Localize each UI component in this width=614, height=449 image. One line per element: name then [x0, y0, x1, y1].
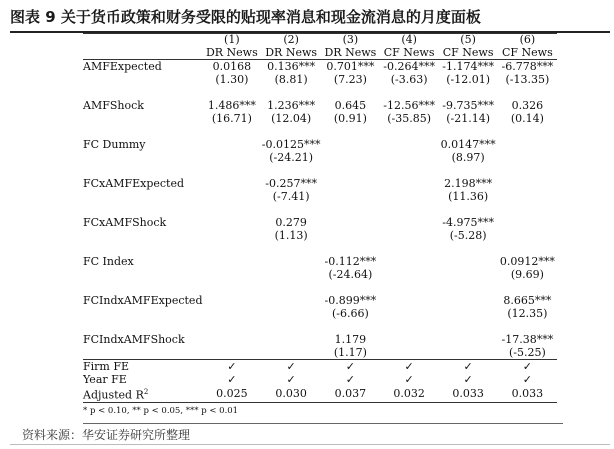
column-name: CF News — [380, 47, 439, 60]
coefficient-row — [83, 177, 557, 190]
t-stat-cell — [380, 229, 439, 242]
t-stat-cell: (-3.63) — [390, 73, 428, 86]
coefficient-cell: -4.975*** — [442, 216, 494, 229]
coefficient-cell — [261, 255, 321, 268]
coefficient-cell: 0.279 — [275, 216, 307, 229]
coefficient-cell — [261, 294, 321, 307]
r2-cell: 0.025 — [202, 386, 261, 402]
footer-rule — [83, 423, 563, 424]
t-stat-cell: (-35.85) — [387, 112, 432, 125]
t-stat-cell: (-5.28) — [449, 229, 487, 242]
coefficient-cell — [438, 294, 497, 307]
t-stat-row — [83, 346, 557, 360]
check-cell: ✓ — [438, 360, 497, 374]
t-stat-cell — [321, 151, 380, 164]
coefficient-cell: -12.56*** — [383, 99, 435, 112]
t-stat-label-blank — [83, 307, 202, 320]
t-stat-cell — [202, 268, 261, 281]
figure-title: 图表 9 关于货币政策和财务受限的贴现率消息和现金流消息的月度面板 — [10, 5, 610, 33]
t-stat-cell — [261, 346, 321, 360]
row-spacer — [83, 86, 557, 99]
row-label: AMFShock — [83, 99, 144, 112]
page-bottom-rule — [10, 444, 610, 445]
check-cell: ✓ — [380, 360, 439, 374]
row-label: FCxAMFExpected — [83, 177, 185, 190]
column-name: CF News — [438, 47, 497, 60]
check-cell: ✓ — [404, 373, 414, 386]
coefficient-cell — [202, 138, 261, 151]
column-number: (2) — [261, 34, 321, 47]
t-stat-cell: (-5.25) — [508, 346, 546, 359]
column-number: (3) — [321, 34, 380, 47]
row-label: FCxAMFShock — [83, 216, 167, 229]
r2-superscript: 2 — [143, 388, 149, 396]
column-name: DR News — [202, 47, 261, 60]
spacer-cell — [83, 242, 557, 255]
spacer-cell — [83, 86, 557, 99]
coefficient-cell: 1.236*** — [267, 99, 316, 112]
coefficient-cell: 0.0912*** — [499, 255, 555, 268]
t-stat-cell: (1.30) — [215, 73, 249, 86]
t-stat-row — [83, 73, 557, 86]
t-stat-cell: (9.69) — [510, 268, 544, 281]
t-stat-cell — [438, 268, 497, 281]
t-stat-cell — [438, 346, 497, 360]
t-stat-cell: (0.91) — [333, 112, 367, 125]
coefficient-cell: 2.198*** — [444, 177, 493, 190]
coefficient-row — [83, 216, 557, 229]
check-cell: ✓ — [498, 360, 557, 374]
t-stat-label-blank — [83, 190, 202, 203]
t-stat-cell — [438, 307, 497, 320]
row-label — [83, 386, 202, 402]
coefficient-cell: -0.899*** — [324, 294, 377, 307]
t-stat-cell: (12.04) — [271, 112, 312, 125]
significance-note: * p < 0.10, ** p < 0.05, *** p < 0.01 — [83, 405, 239, 416]
spacer-cell — [83, 320, 557, 333]
regression-table-body — [83, 34, 557, 403]
row-label: FC Index — [83, 255, 134, 268]
t-stat-cell: (-24.64) — [328, 268, 373, 281]
coefficient-cell — [498, 177, 557, 190]
t-stat-row — [83, 229, 557, 242]
column-number-row — [83, 34, 557, 47]
coefficient-cell — [202, 294, 261, 307]
column-name: CF News — [498, 47, 557, 60]
t-stat-cell: (7.23) — [333, 73, 367, 86]
row-label: FCIndxAMFExpected — [83, 294, 203, 307]
t-stat-cell — [380, 307, 439, 320]
coefficient-cell: -1.174*** — [442, 60, 494, 73]
coefficient-cell — [438, 255, 497, 268]
coefficient-cell — [321, 216, 380, 229]
coefficient-cell: -17.38*** — [501, 333, 554, 346]
t-stat-cell: (0.14) — [510, 112, 544, 125]
coefficient-cell — [380, 177, 439, 190]
t-stat-label-blank — [83, 151, 202, 164]
coefficient-row — [83, 138, 557, 151]
coefficient-cell: 0.0147*** — [440, 138, 496, 151]
header-blank-cell — [83, 47, 202, 60]
column-name: DR News — [321, 47, 380, 60]
t-stat-cell — [202, 151, 261, 164]
regression-table-container — [83, 33, 557, 416]
column-name: DR News — [261, 47, 321, 60]
t-stat-cell — [321, 229, 380, 242]
t-stat-label-blank — [83, 73, 202, 86]
t-stat-cell — [498, 229, 557, 242]
coefficient-cell: 0.701*** — [326, 60, 375, 73]
coefficient-cell — [498, 138, 557, 151]
t-stat-row — [83, 307, 557, 320]
column-number: (5) — [438, 34, 497, 47]
row-spacer — [83, 320, 557, 333]
coefficient-row — [83, 99, 557, 112]
check-cell: ✓ — [261, 360, 321, 374]
spacer-cell — [83, 125, 557, 138]
coefficient-cell — [380, 294, 439, 307]
coefficient-cell: 1.179 — [334, 333, 367, 346]
check-cell: ✓ — [202, 360, 261, 374]
check-cell: ✓ — [345, 373, 355, 386]
coefficient-cell: 1.486*** — [207, 99, 256, 112]
column-number: (6) — [498, 34, 557, 47]
spacer-cell — [83, 164, 557, 177]
t-stat-cell: (11.36) — [448, 190, 489, 203]
adjusted-r2-row — [83, 386, 557, 402]
coefficient-cell: 0.645 — [334, 99, 367, 112]
fixed-effect-row — [83, 360, 557, 374]
t-stat-label-blank — [83, 268, 202, 281]
row-spacer — [83, 242, 557, 255]
r2-cell: 0.030 — [261, 386, 321, 402]
regression-table — [83, 33, 557, 403]
t-stat-cell — [380, 151, 439, 164]
coefficient-cell — [380, 333, 439, 346]
t-stat-cell — [498, 190, 557, 203]
t-stat-cell: (16.71) — [211, 112, 252, 125]
coefficient-cell: -0.112*** — [324, 255, 377, 268]
t-stat-cell — [202, 346, 261, 360]
r2-label-text: Adjusted R — [83, 388, 144, 402]
t-stat-cell — [202, 190, 261, 203]
coefficient-row — [83, 294, 557, 307]
t-stat-row — [83, 112, 557, 125]
coefficient-cell — [202, 177, 261, 190]
r2-cell: 0.032 — [380, 386, 439, 402]
coefficient-cell — [438, 333, 497, 346]
t-stat-cell: (8.97) — [451, 151, 485, 164]
row-label: AMFExpected — [83, 60, 162, 73]
t-stat-row — [83, 268, 557, 281]
coefficient-cell: -0.257*** — [265, 177, 317, 190]
coefficient-cell — [380, 138, 439, 151]
t-stat-cell: (-12.01) — [446, 73, 490, 86]
coefficient-cell — [321, 177, 380, 190]
t-stat-cell: (8.81) — [274, 73, 308, 86]
coefficient-cell — [261, 333, 321, 346]
r2-cell: 0.033 — [498, 386, 557, 402]
t-stat-cell — [498, 151, 557, 164]
coefficient-cell — [321, 138, 380, 151]
header-blank-cell — [83, 34, 202, 47]
column-number: (1) — [202, 34, 261, 47]
t-stat-cell — [380, 346, 439, 360]
fixed-effect-row — [83, 373, 557, 386]
t-stat-cell: (-24.21) — [269, 151, 314, 164]
coefficient-cell: -6.778*** — [501, 60, 554, 73]
t-stat-cell: (12.35) — [507, 307, 548, 320]
t-stat-cell — [380, 268, 439, 281]
t-stat-cell: (1.13) — [274, 229, 308, 242]
column-name-row — [83, 47, 557, 60]
r2-cell: 0.033 — [438, 386, 497, 402]
coefficient-cell: 0.326 — [511, 99, 544, 112]
coefficient-cell: 8.665*** — [503, 294, 552, 307]
coefficient-cell: -0.0125*** — [261, 138, 321, 151]
coefficient-cell: 0.136*** — [267, 60, 316, 73]
check-cell: ✓ — [227, 373, 237, 386]
t-stat-cell: (1.17) — [333, 346, 367, 359]
row-label: Firm FE — [83, 360, 202, 374]
t-stat-cell: (-13.35) — [505, 73, 550, 86]
check-cell: ✓ — [522, 373, 532, 386]
check-cell: ✓ — [286, 373, 296, 386]
spacer-cell — [83, 281, 557, 294]
t-stat-cell — [321, 190, 380, 203]
row-spacer — [83, 164, 557, 177]
t-stat-row — [83, 151, 557, 164]
t-stat-row — [83, 190, 557, 203]
coefficient-cell: -9.735*** — [442, 99, 494, 112]
coefficient-cell: -0.264*** — [383, 60, 435, 73]
spacer-cell — [83, 203, 557, 216]
row-spacer — [83, 203, 557, 216]
t-stat-cell — [202, 229, 261, 242]
t-stat-label-blank — [83, 346, 202, 360]
t-stat-cell — [261, 268, 321, 281]
t-stat-cell — [261, 307, 321, 320]
coefficient-cell: 0.0168 — [212, 60, 252, 73]
coefficient-cell — [202, 333, 261, 346]
source-line: 资料来源：华安证券研究所整理 — [22, 428, 191, 442]
t-stat-cell — [202, 307, 261, 320]
row-spacer — [83, 281, 557, 294]
row-label: FCIndxAMFShock — [83, 333, 185, 346]
r2-cell: 0.037 — [321, 386, 380, 402]
coefficient-cell — [202, 216, 261, 229]
t-stat-cell: (-7.41) — [272, 190, 310, 203]
t-stat-cell: (-21.14) — [446, 112, 490, 125]
row-spacer — [83, 125, 557, 138]
check-cell: ✓ — [321, 360, 380, 374]
column-number: (4) — [380, 34, 439, 47]
check-cell: ✓ — [463, 373, 473, 386]
row-label: FC Dummy — [83, 138, 146, 151]
coefficient-cell — [498, 216, 557, 229]
coefficient-cell — [202, 255, 261, 268]
t-stat-label-blank — [83, 229, 202, 242]
coefficient-row — [83, 255, 557, 268]
t-stat-cell — [380, 190, 439, 203]
coefficient-row — [83, 60, 557, 74]
coefficient-row — [83, 333, 557, 346]
t-stat-cell: (-6.66) — [331, 307, 369, 320]
t-stat-label-blank — [83, 112, 202, 125]
coefficient-cell — [380, 216, 439, 229]
row-label: Year FE — [83, 373, 127, 386]
coefficient-cell — [380, 255, 439, 268]
